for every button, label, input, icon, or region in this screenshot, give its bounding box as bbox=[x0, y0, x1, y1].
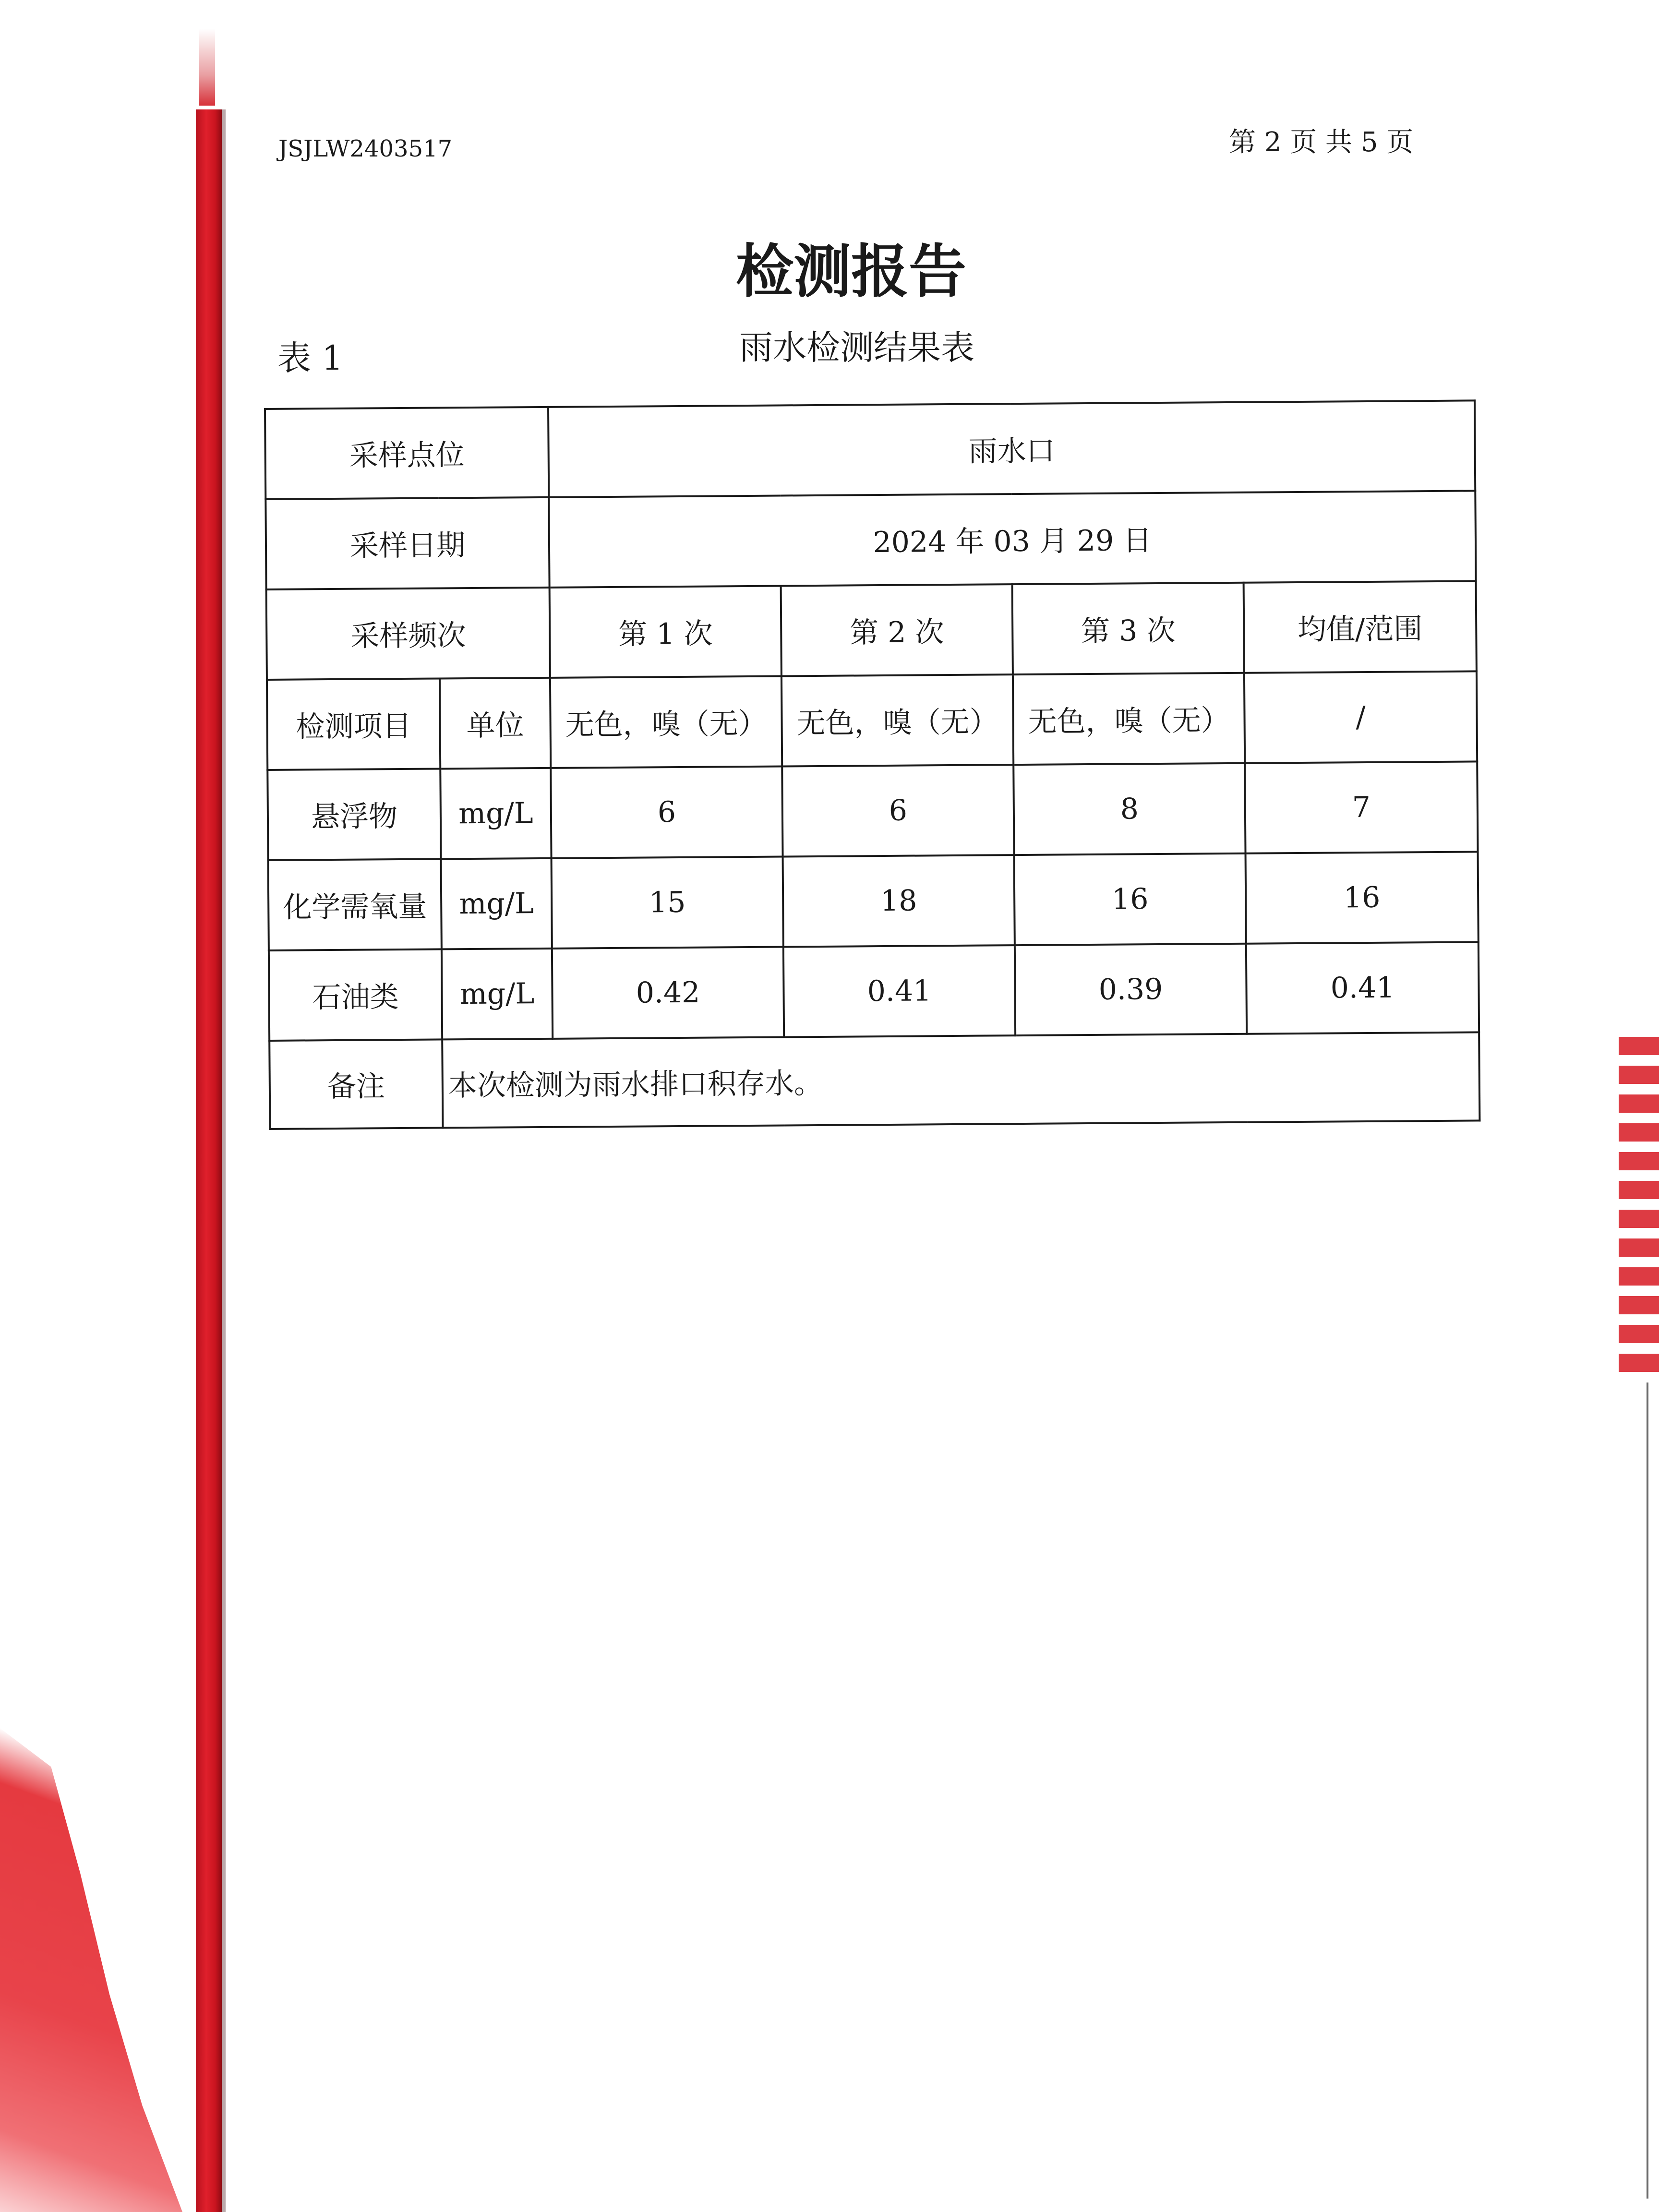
item-name: 化学需氧量 bbox=[268, 859, 442, 950]
result-value: 0.42 bbox=[552, 947, 784, 1038]
partial-seal-stamp bbox=[1619, 1037, 1659, 1382]
red-binding-strip bbox=[196, 109, 222, 2212]
result-value: 0.41 bbox=[783, 945, 1015, 1037]
result-value: 7 bbox=[1245, 761, 1478, 853]
table-number: 表 1 bbox=[277, 338, 343, 378]
table-row bbox=[267, 761, 1478, 860]
appearance-value: / bbox=[1244, 671, 1477, 763]
document-number: JSJLW2403517 bbox=[278, 135, 453, 162]
page-edge-line bbox=[1647, 1382, 1648, 2199]
item-name: 悬浮物 bbox=[267, 769, 441, 860]
binding-strip-top bbox=[199, 29, 215, 106]
frequency-column: 均值/范围 bbox=[1244, 581, 1477, 673]
frequency-label: 采样频次 bbox=[266, 588, 550, 680]
table-row-note bbox=[269, 1032, 1479, 1129]
item-unit: mg/L bbox=[442, 949, 553, 1040]
item-unit: mg/L bbox=[441, 858, 552, 950]
results-table bbox=[264, 399, 1480, 1130]
table-row-header bbox=[267, 671, 1477, 770]
table-row bbox=[269, 942, 1479, 1041]
sampling-point-value: 雨水口 bbox=[548, 400, 1475, 497]
result-value: 15 bbox=[552, 856, 783, 948]
item-header: 检测项目 bbox=[267, 678, 440, 770]
table-row-frequency bbox=[266, 581, 1477, 680]
unit-header: 单位 bbox=[440, 678, 551, 769]
item-name: 石油类 bbox=[269, 949, 442, 1041]
frequency-column: 第 3 次 bbox=[1012, 583, 1244, 674]
sampling-date-value: 2024 年 03 月 29 日 bbox=[549, 491, 1476, 587]
page-indicator: 第 2 页 共 5 页 bbox=[1229, 127, 1414, 158]
result-value: 0.39 bbox=[1015, 944, 1247, 1035]
result-value: 18 bbox=[783, 855, 1015, 947]
appearance-value: 无色，嗅（无） bbox=[781, 674, 1013, 766]
table-row-sampling-date bbox=[265, 491, 1476, 589]
item-unit: mg/L bbox=[440, 768, 551, 859]
result-value: 6 bbox=[782, 765, 1014, 856]
sampling-point-label: 采样点位 bbox=[265, 407, 549, 499]
result-value: 16 bbox=[1246, 852, 1479, 943]
frequency-column: 第 2 次 bbox=[781, 584, 1013, 676]
red-corner-stain bbox=[0, 1728, 182, 2212]
appearance-value: 无色，嗅（无） bbox=[1013, 673, 1245, 765]
note-text: 本次检测为雨水排口积存水。 bbox=[442, 1032, 1479, 1128]
note-label: 备注 bbox=[269, 1039, 443, 1129]
result-value: 0.41 bbox=[1246, 942, 1479, 1034]
sampling-date-label: 采样日期 bbox=[265, 497, 549, 589]
result-value: 16 bbox=[1014, 854, 1246, 945]
frequency-column: 第 1 次 bbox=[550, 586, 781, 677]
result-value: 6 bbox=[551, 766, 782, 858]
table-caption: 雨水检测结果表 bbox=[739, 328, 974, 367]
table-row bbox=[268, 852, 1479, 950]
report-title: 检测报告 bbox=[736, 239, 966, 305]
table-row-sampling-point bbox=[265, 400, 1475, 499]
result-value: 8 bbox=[1013, 763, 1245, 855]
appearance-value: 无色，嗅（无） bbox=[550, 676, 782, 768]
